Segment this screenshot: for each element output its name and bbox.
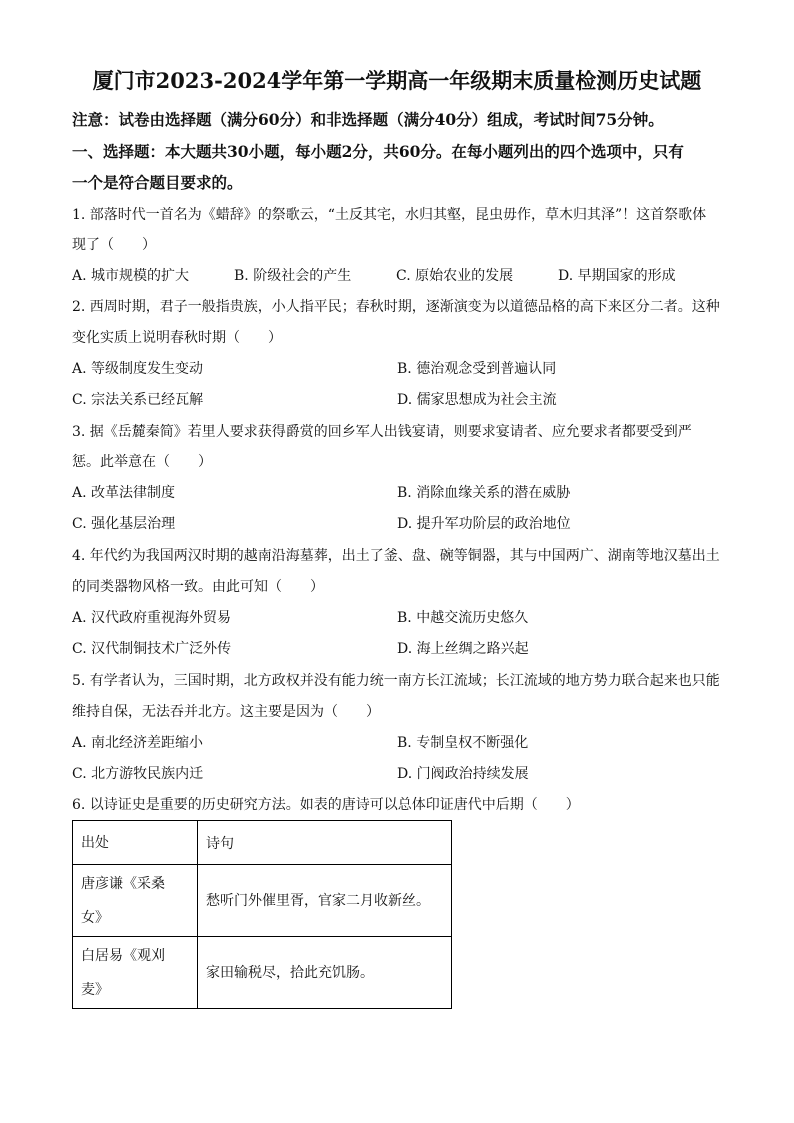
question-5-stem-line2: 维持自保，无法吞并北方。这主要是因为（ ）	[72, 704, 380, 720]
question-1-option-d: D. 早期国家的形成	[558, 268, 676, 284]
question-4-option-a: A. 汉代政府重视海外贸易	[72, 610, 232, 626]
table-cell-verse: 家田输税尽，拾此充饥肠。	[198, 937, 452, 1009]
table-row	[73, 937, 452, 1009]
question-4-option-c: C. 汉代制铜技术广泛外传	[72, 641, 232, 657]
table-cell-verse: 愁听门外催里胥，官家二月收新丝。	[198, 865, 452, 937]
question-1-stem-line1: 1. 部落时代一首名为《蜡辞》的祭歌云，“土反其宅，水归其壑，昆虫毋作，草木归其泽”！这首祭歌体	[72, 207, 707, 223]
table-cell-source	[73, 937, 198, 1009]
question-2-option-c: C. 宗法关系已经瓦解	[72, 392, 204, 408]
question-1-option-c: C. 原始农业的发展	[396, 268, 514, 284]
poem-table	[72, 820, 452, 1009]
table-header-verse: 诗句	[198, 821, 452, 865]
question-3-option-d: D. 提升军功阶层的政治地位	[397, 516, 571, 532]
question-5-option-b: B. 专制皇权不断强化	[397, 735, 529, 751]
source-line: 麦》	[81, 981, 109, 998]
question-2-option-d: D. 儒家思想成为社会主流	[397, 392, 557, 408]
question-2-option-b: B. 德治观念受到普遍认同	[397, 361, 557, 377]
question-5-stem-line1: 5. 有学者认为，三国时期，北方政权并没有能力统一南方长江流域；长江流域的地方势力联合起来也只能	[72, 673, 720, 689]
source-line: 唐彦谦《采桑	[81, 875, 165, 892]
question-2-option-a: A. 等级制度发生变动	[72, 361, 204, 377]
source-line: 白居易《观刈	[81, 947, 165, 964]
exam-title: 厦门市2023-2024学年第一学期高一年级期末质量检测历史试题	[92, 68, 702, 93]
question-5-option-a: A. 南北经济差距缩小	[72, 735, 204, 751]
question-3-option-a: A. 改革法律制度	[72, 485, 176, 501]
question-1-stem-line2: 现了（ ）	[72, 237, 156, 253]
question-3-stem-line2: 惩。此举意在（ ）	[72, 454, 212, 470]
question-3-option-b: B. 消除血缘关系的潜在威胁	[397, 485, 571, 501]
section-heading-line1: 一、选择题：本大题共30小题，每小题2分，共60分。在每小题列出的四个选项中，只有	[72, 142, 684, 161]
section-heading-line2: 一个是符合题目要求的。	[72, 173, 243, 192]
table-row	[73, 865, 452, 937]
question-5-option-c: C. 北方游牧民族内迁	[72, 766, 204, 782]
question-4-option-b: B. 中越交流历史悠久	[397, 610, 529, 626]
table-header-row	[73, 821, 452, 865]
question-1-option-a: A. 城市规模的扩大	[72, 268, 190, 284]
question-3-option-c: C. 强化基层治理	[72, 516, 176, 532]
source-line: 女》	[81, 909, 109, 926]
question-5-option-d: D. 门阀政治持续发展	[397, 766, 529, 782]
table-cell-source	[73, 865, 198, 937]
question-2-stem-line1: 2. 西周时期，君子一般指贵族，小人指平民；春秋时期，逐渐演变为以道德品格的高下来区分二者。这种	[72, 299, 720, 315]
exam-notice: 注意：试卷由选择题（满分60分）和非选择题（满分40分）组成，考试时间75分钟。	[72, 110, 664, 129]
question-3-stem-line1: 3. 据《岳麓秦简》若里人要求获得爵赏的回乡军人出钱宴请，则要求宴请者、应允要求者都要受到严	[72, 424, 692, 440]
question-4-option-d: D. 海上丝绸之路兴起	[397, 641, 529, 657]
question-6-stem-line1: 6. 以诗证史是重要的历史研究方法。如表的唐诗可以总体印证唐代中后期（ ）	[72, 797, 580, 813]
question-2-stem-line2: 变化实质上说明春秋时期（ ）	[72, 330, 282, 346]
table-header-source: 出处	[73, 821, 198, 865]
question-1-option-b: B. 阶级社会的产生	[234, 268, 352, 284]
question-4-stem-line2: 的同类器物风格一致。由此可知（ ）	[72, 579, 324, 595]
question-4-stem-line1: 4. 年代约为我国两汉时期的越南沿海墓葬，出土了釜、盘、碗等铜器，其与中国两广、湖南等地汉墓出土	[72, 548, 720, 564]
